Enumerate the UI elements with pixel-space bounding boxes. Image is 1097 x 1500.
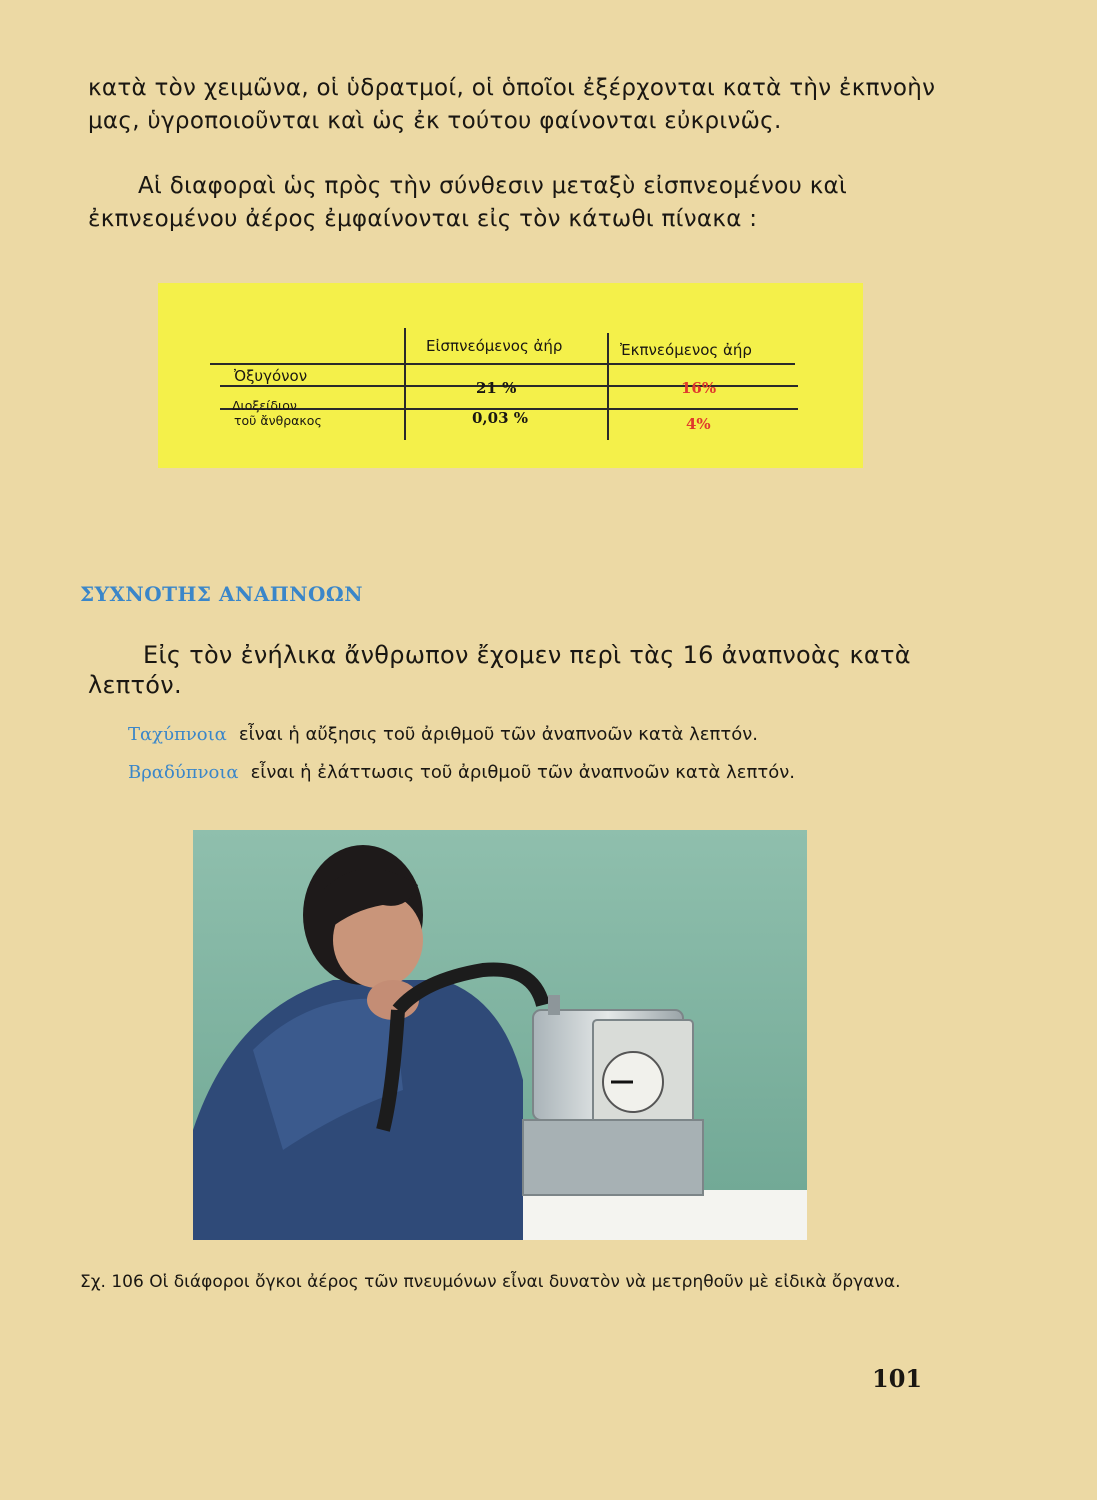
- page-number: 101: [872, 1364, 923, 1393]
- spirometer-photo: [193, 830, 807, 1240]
- row-label-co2-line2: τοῦ ἄνθρακος: [234, 413, 322, 428]
- value-oxygen-inhaled: 21 %: [476, 379, 517, 397]
- value-co2-exhaled: 4%: [686, 415, 711, 433]
- value-oxygen-exhaled: 16%: [681, 379, 717, 397]
- definition-bradypnea: [128, 762, 795, 783]
- definition-text: εἶναι ἡ ἐλάττωσις τοῦ ἀριθμοῦ τῶν ἀναπνοῶν κατὰ λεπτόν.: [250, 762, 795, 783]
- definition-text: εἶναι ἡ αὔξησις τοῦ ἀριθμοῦ τῶν ἀναπνοῶν κατὰ λεπτόν.: [238, 724, 758, 745]
- paragraph-intro: κατὰ τὸν χειμῶνα, οἱ ὑδρατμοί, οἱ ὁποῖοι ἐξέρχονται κατὰ τὴν ἐκπνοὴν μας, ὑγροποιοῦνται καὶ ὡς ἐκ τούτου φαίνονται εὐκρινῶς.: [88, 75, 936, 134]
- paragraph-breath-rate: Εἰς τὸν ἐνήλικα ἄνθρωπον ἔχομεν περὶ τὰς 16 ἀναπνοὰς κατὰ λεπτόν.: [88, 641, 911, 699]
- header-exhaled: Ἐκπνεόμενος ἀήρ: [620, 341, 752, 359]
- header-inhaled: Εἰσπνεόμενος ἀήρ: [426, 337, 563, 355]
- row-label-co2-line1: Διοξείδιον: [232, 398, 297, 413]
- table-divider: [404, 328, 406, 440]
- table-divider: [607, 333, 609, 440]
- paragraph-table-intro: Αἱ διαφοραὶ ὡς πρὸς τὴν σύνθεσιν μεταξὺ εἰσπνεομένου καὶ ἐκπνεομένου ἀέρος ἐμφαίνονται εἰς τὸν κάτωθι πίνακα :: [88, 173, 848, 232]
- value-co2-inhaled: 0,03 %: [472, 409, 529, 427]
- definition-tachypnea: [128, 724, 758, 745]
- definition-term: Ταχύπνοια: [128, 724, 227, 745]
- composition-table: [158, 283, 863, 468]
- section-heading: ΣΥΧΝΟΤΗΣ ΑΝΑΠΝΟΩΝ: [80, 582, 364, 606]
- definition-term: Βραδύπνοια: [128, 762, 239, 783]
- row-label-oxygen: Ὀξυγόνον: [234, 367, 308, 385]
- table-rule: [210, 363, 795, 365]
- figure-caption: Σχ. 106 Οἱ διάφοροι ὄγκοι ἀέρος τῶν πνευμόνων εἶναι δυνατὸν νὰ μετρηθοῦν μὲ εἰδικὰ ὄργανα.: [80, 1272, 901, 1292]
